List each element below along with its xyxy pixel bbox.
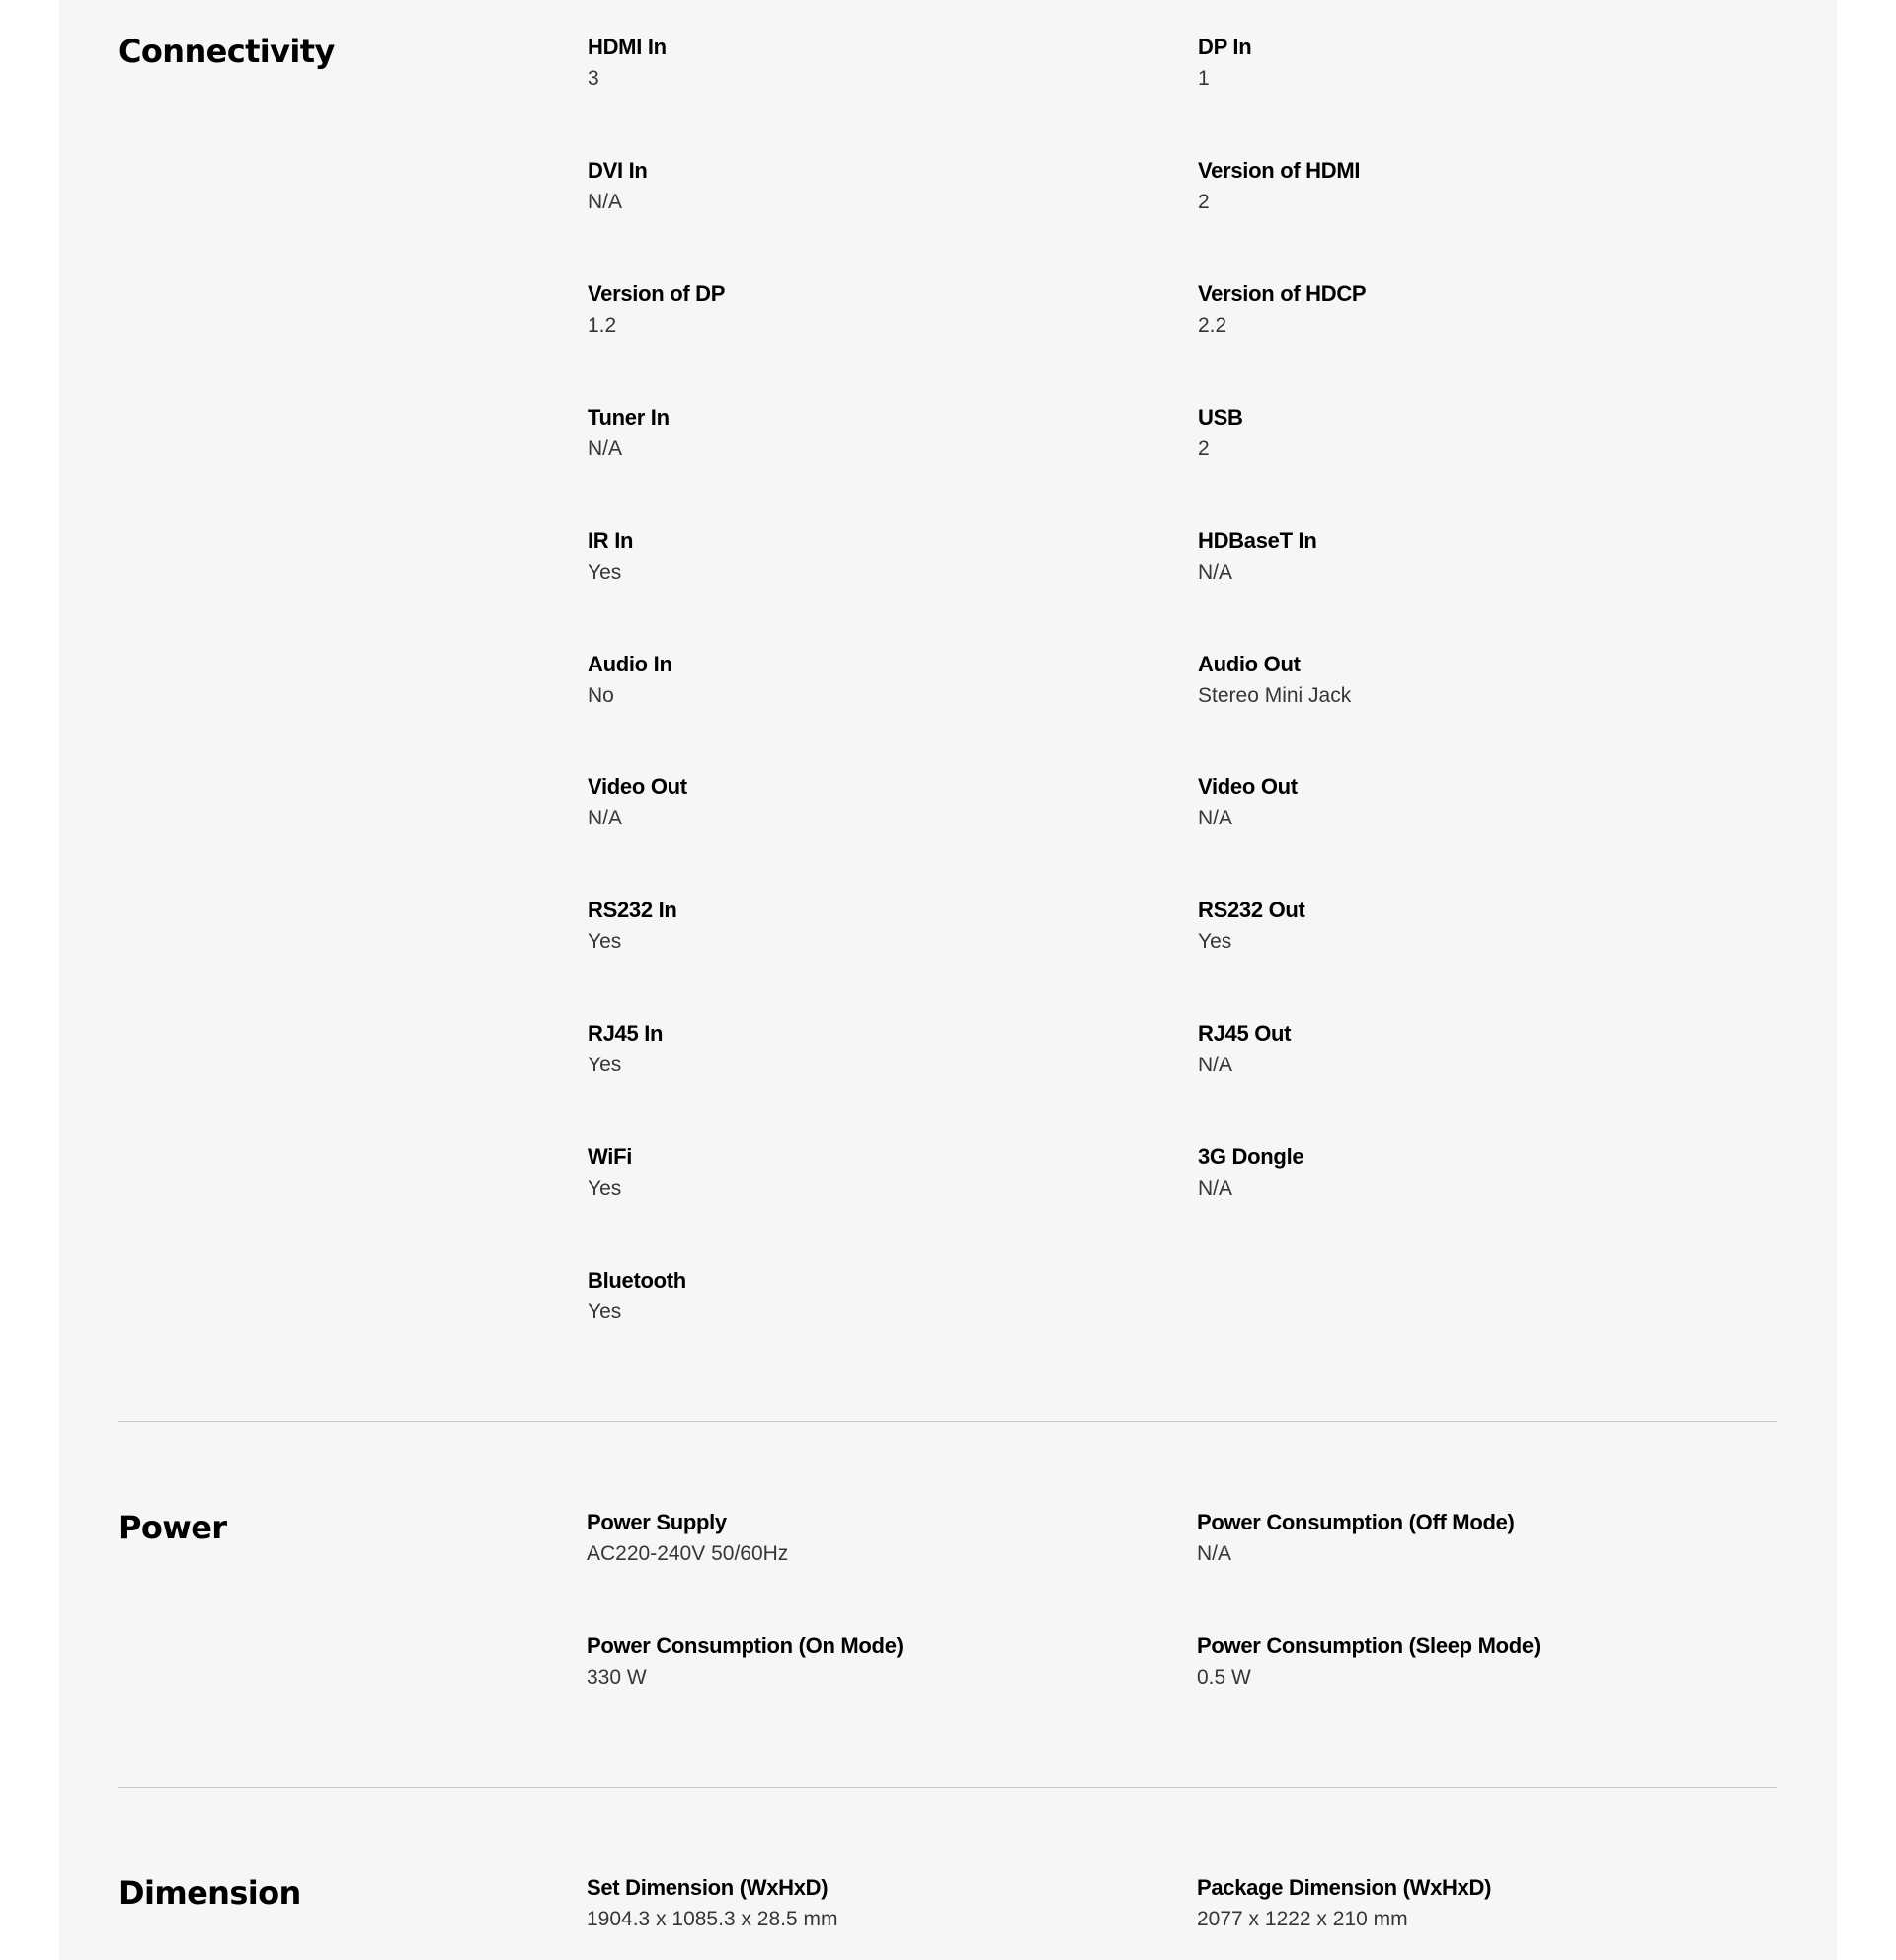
spec-label: DP In [1198,35,1252,59]
spec-label: Power Consumption (Sleep Mode) [1197,1633,1540,1658]
spec-label: HDBaseT In [1198,528,1317,553]
spec-value: AC220-240V 50/60Hz [587,1542,789,1565]
spec-value: No [588,684,614,707]
spec-item [588,1266,1141,1329]
spec-label: Version of HDMI [1198,158,1361,183]
spec-label: RS232 In [588,898,677,922]
spec-value: 1904.3 x 1085.3 x 28.5 mm [587,1908,838,1930]
spec-label: Audio Out [1198,652,1301,676]
spec-item [588,896,1141,959]
spec-label: Power Consumption (On Mode) [587,1633,904,1658]
spec-value: 3 [588,67,599,90]
spec-value: N/A [588,191,623,213]
spec-value: Yes [588,930,622,953]
spec-label: Tuner In [588,405,670,430]
spec-value: Yes [588,561,622,584]
spec-label: Package Dimension (WxHxD) [1197,1875,1492,1900]
spec-label: RS232 Out [1198,898,1305,922]
spec-label: Set Dimension (WxHxD) [587,1875,829,1900]
spec-item [587,1631,1140,1694]
section-divider [118,1787,1778,1788]
spec-item [588,772,1141,835]
spec-item [1198,526,1751,589]
spec-label: Audio In [588,652,672,676]
spec-item [588,1019,1141,1082]
spec-item [588,279,1141,343]
spec-panel [59,0,1837,1960]
spec-item [1198,896,1751,959]
spec-value: Yes [588,1054,622,1076]
spec-value: Stereo Mini Jack [1198,684,1352,707]
spec-value: 0.5 W [1197,1666,1251,1688]
spec-item [1198,156,1751,219]
spec-item [588,156,1141,219]
spec-label: 3G Dongle [1198,1144,1304,1169]
spec-label: Power Supply [587,1510,727,1534]
spec-label: Video Out [1198,774,1298,799]
spec-value: N/A [1198,561,1233,584]
spec-value: 2.2 [1198,314,1227,337]
section-title-dimension: Dimension [118,1874,301,1912]
spec-item [588,403,1141,466]
spec-item [1197,1508,1750,1571]
spec-label: IR In [588,528,634,553]
spec-item [587,1873,1140,1936]
spec-label: RJ45 Out [1198,1021,1292,1046]
spec-label: Version of HDCP [1198,281,1367,306]
spec-item [1198,1019,1751,1082]
spec-value: 1 [1198,67,1210,90]
spec-label: USB [1198,405,1243,430]
spec-label: DVI In [588,158,648,183]
section-divider [118,1421,1778,1422]
spec-item [587,1508,1140,1571]
spec-label: Bluetooth [588,1268,686,1293]
spec-value: 2077 x 1222 x 210 mm [1197,1908,1408,1930]
spec-item [1198,1142,1751,1206]
spec-label: Version of DP [588,281,726,306]
spec-value: N/A [1197,1542,1232,1565]
spec-item [588,650,1141,713]
spec-value: 330 W [587,1666,647,1688]
spec-label: HDMI In [588,35,667,59]
spec-value: 1.2 [588,314,617,337]
spec-item [1198,279,1751,343]
section-title-power: Power [118,1509,227,1546]
spec-value: N/A [1198,1054,1233,1076]
spec-item [588,1142,1141,1206]
spec-value: Yes [588,1177,622,1200]
spec-item [1198,33,1751,96]
spec-item [1197,1873,1750,1936]
spec-item [1198,650,1751,713]
spec-value: N/A [588,807,623,829]
spec-value: N/A [588,437,623,460]
spec-label: Video Out [588,774,687,799]
spec-item [588,526,1141,589]
spec-item [1198,772,1751,835]
spec-value: Yes [1198,930,1232,953]
spec-label: Power Consumption (Off Mode) [1197,1510,1515,1534]
spec-value: N/A [1198,1177,1233,1200]
spec-label: WiFi [588,1144,633,1169]
spec-label: RJ45 In [588,1021,664,1046]
spec-value: Yes [588,1300,622,1323]
spec-value: 2 [1198,191,1210,213]
spec-item [1198,403,1751,466]
spec-value: 2 [1198,437,1210,460]
section-title-connectivity: Connectivity [118,33,335,70]
spec-value: N/A [1198,807,1233,829]
spec-item [588,33,1141,96]
spec-item [1197,1631,1750,1694]
